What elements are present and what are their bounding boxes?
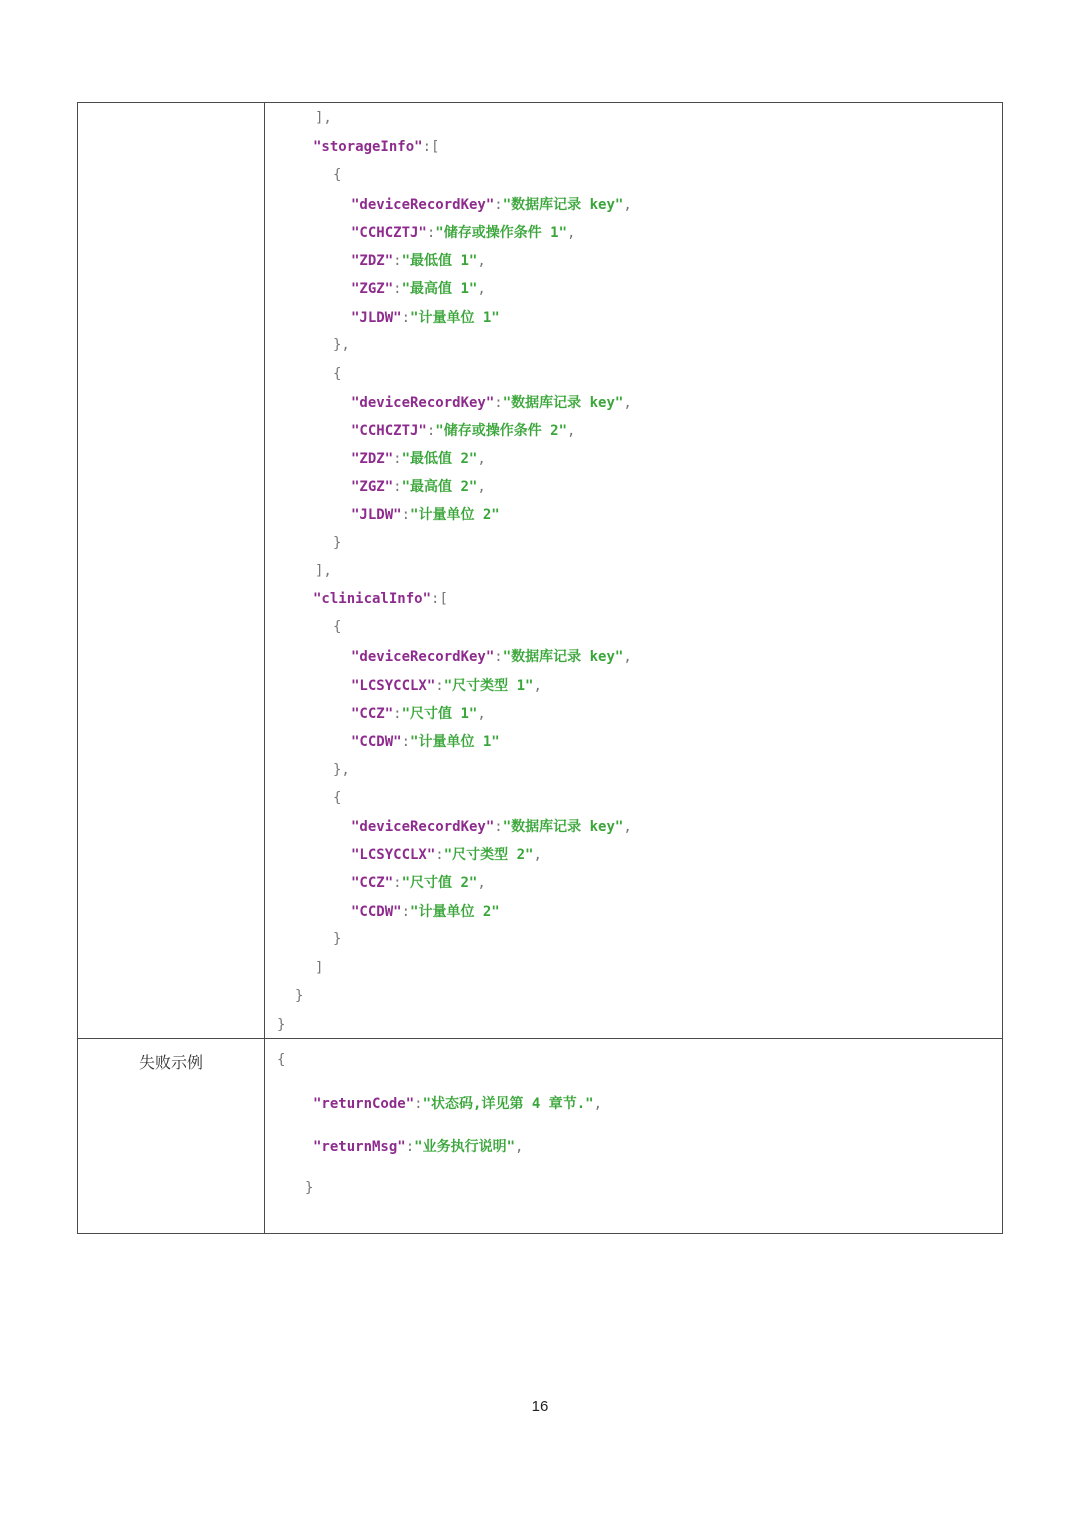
json-comma: , bbox=[567, 423, 576, 439]
json-comma: , bbox=[533, 678, 542, 694]
json-value: "最高值 1" bbox=[401, 281, 478, 297]
json-key: "JLDW" bbox=[351, 310, 402, 326]
json-comma: , bbox=[477, 281, 486, 297]
json-key: "JLDW" bbox=[351, 507, 402, 523]
code-line bbox=[351, 251, 486, 271]
failure-example-label: 失败示例 bbox=[78, 1039, 265, 1233]
json-key: "ZGZ" bbox=[351, 281, 394, 297]
json-value: "数据库记录 key" bbox=[502, 197, 624, 213]
code-line bbox=[351, 732, 500, 752]
json-key: "deviceRecordKey" bbox=[351, 395, 495, 411]
json-value: "储存或操作条件 1" bbox=[435, 225, 568, 241]
code-line bbox=[351, 279, 486, 299]
json-separator: : bbox=[494, 649, 503, 665]
json-comma: , bbox=[477, 706, 486, 722]
json-bracket: :[ bbox=[422, 139, 440, 155]
code-line bbox=[351, 873, 486, 893]
json-key: "CCHCZTJ" bbox=[351, 225, 427, 241]
code-line bbox=[351, 676, 542, 696]
code-line bbox=[351, 704, 486, 724]
json-value: "数据库记录 key" bbox=[502, 819, 624, 835]
code-line bbox=[305, 1178, 313, 1198]
success-example-code bbox=[265, 103, 1002, 1038]
json-separator: : bbox=[401, 507, 411, 523]
json-key: "CCZ" bbox=[351, 875, 394, 891]
code-line bbox=[351, 449, 486, 469]
failure-example-code bbox=[265, 1039, 1002, 1233]
json-bracket: ], bbox=[315, 563, 332, 579]
code-line bbox=[333, 760, 350, 780]
code-line bbox=[351, 647, 632, 667]
json-key: "deviceRecordKey" bbox=[351, 649, 495, 665]
json-separator: : bbox=[494, 395, 503, 411]
json-value: "储存或操作条件 2" bbox=[435, 423, 568, 439]
json-separator: : bbox=[414, 1096, 423, 1112]
json-key: "CCZ" bbox=[351, 706, 394, 722]
code-line bbox=[315, 958, 323, 978]
code-line bbox=[333, 165, 341, 185]
code-line bbox=[313, 137, 439, 157]
json-key: "ZGZ" bbox=[351, 479, 394, 495]
json-value: "尺寸类型 2" bbox=[443, 847, 534, 863]
code-line bbox=[313, 589, 448, 609]
json-separator: : bbox=[426, 225, 436, 241]
code-line bbox=[333, 335, 350, 355]
code-line bbox=[351, 817, 632, 837]
json-value: "计量单位 2" bbox=[410, 507, 500, 523]
code-line bbox=[351, 902, 500, 922]
json-key: "deviceRecordKey" bbox=[351, 197, 495, 213]
json-bracket: } bbox=[333, 535, 342, 551]
json-comma: , bbox=[623, 395, 632, 411]
code-line bbox=[313, 1137, 523, 1157]
json-value: "尺寸类型 1" bbox=[443, 678, 534, 694]
json-value: "计量单位 1" bbox=[410, 734, 500, 750]
json-comma: , bbox=[477, 253, 486, 269]
json-value: "数据库记录 key" bbox=[502, 395, 624, 411]
json-key: "returnMsg" bbox=[313, 1139, 406, 1155]
json-bracket: ] bbox=[315, 960, 324, 976]
json-value: "尺寸值 1" bbox=[401, 706, 478, 722]
json-value: "数据库记录 key" bbox=[502, 649, 624, 665]
code-line bbox=[277, 1050, 285, 1070]
json-value: "最高值 2" bbox=[401, 479, 478, 495]
code-line bbox=[333, 788, 341, 808]
json-separator: : bbox=[426, 423, 436, 439]
json-comma: , bbox=[533, 847, 542, 863]
json-key: "clinicalInfo" bbox=[313, 591, 432, 607]
json-value: "业务执行说明" bbox=[414, 1139, 516, 1155]
code-line bbox=[351, 223, 575, 243]
json-bracket: { bbox=[333, 619, 342, 635]
json-bracket: }, bbox=[333, 337, 350, 353]
json-key: "CCDW" bbox=[351, 734, 402, 750]
json-bracket: } bbox=[295, 988, 304, 1004]
json-separator: : bbox=[401, 734, 411, 750]
code-line bbox=[351, 845, 542, 865]
api-example-table bbox=[77, 102, 1003, 1234]
json-value: "计量单位 1" bbox=[410, 310, 500, 326]
code-line bbox=[315, 108, 332, 128]
success-example-row bbox=[78, 103, 1002, 1039]
json-bracket: ], bbox=[315, 110, 332, 126]
json-key: "storageInfo" bbox=[313, 139, 423, 155]
json-value: "最低值 1" bbox=[401, 253, 478, 269]
json-comma: , bbox=[623, 649, 632, 665]
json-separator: : bbox=[494, 197, 503, 213]
json-bracket: :[ bbox=[431, 591, 448, 607]
json-separator: : bbox=[435, 847, 444, 863]
code-line bbox=[333, 533, 341, 553]
json-bracket: { bbox=[277, 1052, 286, 1068]
json-comma: , bbox=[477, 875, 486, 891]
json-bracket: } bbox=[277, 1017, 286, 1033]
failure-example-row bbox=[78, 1039, 1002, 1233]
page-number: 16 bbox=[531, 1398, 549, 1415]
json-bracket: { bbox=[333, 790, 342, 806]
json-value: "计量单位 2" bbox=[410, 904, 500, 920]
json-separator: : bbox=[401, 904, 411, 920]
json-comma: , bbox=[477, 479, 486, 495]
json-bracket: } bbox=[305, 1180, 314, 1196]
json-comma: , bbox=[593, 1096, 603, 1112]
json-comma: , bbox=[623, 819, 632, 835]
json-bracket: }, bbox=[333, 762, 350, 778]
code-line bbox=[313, 1094, 602, 1114]
json-value: "尺寸值 2" bbox=[401, 875, 478, 891]
code-line bbox=[351, 195, 632, 215]
code-line bbox=[351, 477, 486, 497]
json-comma: , bbox=[623, 197, 632, 213]
json-key: "CCHCZTJ" bbox=[351, 423, 427, 439]
json-separator: : bbox=[393, 281, 402, 297]
json-separator: : bbox=[494, 819, 503, 835]
json-key: "deviceRecordKey" bbox=[351, 819, 495, 835]
json-key: "ZDZ" bbox=[351, 253, 394, 269]
code-line bbox=[333, 929, 341, 949]
json-bracket: { bbox=[333, 366, 342, 382]
json-value: "最低值 2" bbox=[401, 451, 478, 467]
json-separator: : bbox=[393, 479, 402, 495]
json-key: "CCDW" bbox=[351, 904, 402, 920]
json-comma: , bbox=[567, 225, 576, 241]
json-separator: : bbox=[401, 310, 411, 326]
code-line bbox=[351, 393, 632, 413]
json-separator: : bbox=[393, 451, 402, 467]
json-key: "returnCode" bbox=[313, 1096, 415, 1112]
json-separator: : bbox=[393, 706, 402, 722]
json-separator: : bbox=[393, 875, 402, 891]
json-separator: : bbox=[393, 253, 402, 269]
json-value: "状态码,详见第 4 章节." bbox=[422, 1096, 594, 1112]
success-example-label bbox=[78, 103, 265, 1038]
json-bracket: } bbox=[333, 931, 342, 947]
json-key: "LCSYCCLX" bbox=[351, 678, 436, 694]
code-line bbox=[333, 364, 341, 384]
json-bracket: { bbox=[333, 167, 342, 183]
json-comma: , bbox=[515, 1139, 524, 1155]
code-line bbox=[315, 561, 332, 581]
json-separator: : bbox=[405, 1139, 415, 1155]
code-line bbox=[351, 308, 500, 328]
code-line bbox=[351, 505, 500, 525]
code-line bbox=[351, 421, 575, 441]
code-line bbox=[277, 1015, 285, 1035]
code-line bbox=[295, 986, 303, 1006]
json-separator: : bbox=[435, 678, 444, 694]
json-key: "LCSYCCLX" bbox=[351, 847, 436, 863]
json-comma: , bbox=[477, 451, 486, 467]
json-key: "ZDZ" bbox=[351, 451, 394, 467]
code-line bbox=[333, 617, 341, 637]
